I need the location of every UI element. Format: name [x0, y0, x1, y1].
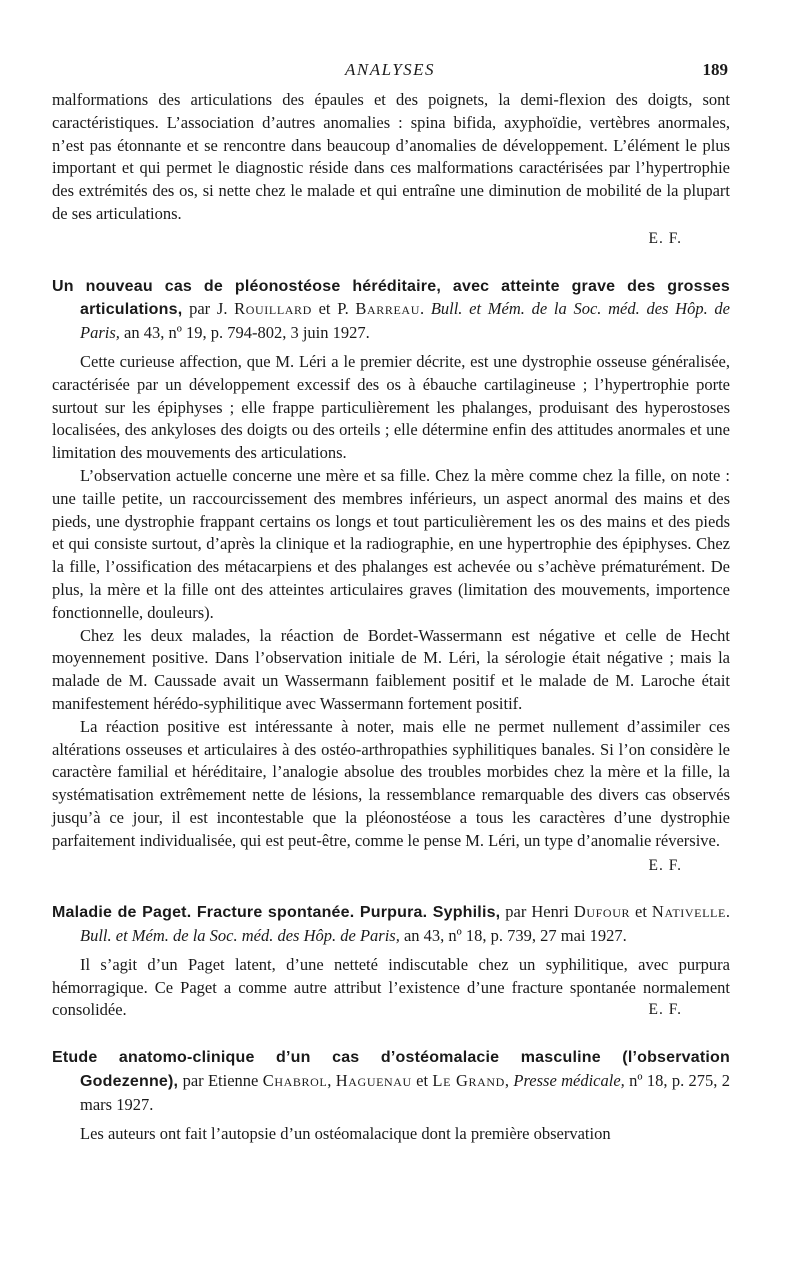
article-2-text: Il s’agit d’un Paget latent, d’une netteté indiscutable chez un syphilitique, avec purpura hémorragique. Ce Paget a comme autre attribut l’existence d’une fracture spontanée normalement consolidée. — [52, 954, 730, 1020]
text-column — [52, 89, 730, 1145]
article-3-and: et — [411, 1071, 433, 1091]
article-2-heading — [52, 901, 730, 948]
article-2-signature: E. F. — [648, 1001, 682, 1019]
article-1-title: Un nouveau cas de pléonostéose héréditaire, avec atteinte grave des grosses articulations, — [52, 277, 730, 319]
article-1-signature: E. F. — [648, 856, 682, 874]
article-3-comma: , — [327, 1071, 336, 1091]
article-3-author-3: Le Grand — [432, 1071, 505, 1091]
article-2-citation: an 43, nº 18, p. 739, 27 mai 1927. — [399, 926, 627, 946]
article-1-paragraph-3: Chez les deux malades, la réaction de Bordet-Wassermann est négative et celle de Hecht moyennement positive. Dans l’observation initiale de M. Léri, la sérologie était négative ; mais la malade de M. Caussade avait un Wassermann faiblement positif et le malade de M. Laroche était manifestement hérédo-syphilitique avec Wassermann fortement positif. — [52, 625, 730, 713]
article-1-heading — [52, 275, 730, 345]
article-1-paragraph-2: L’observation actuelle concerne une mère et sa fille. Chez la mère comme chez la fille, on note : une taille petite, un raccourcissement des membres inférieurs, un aspect anormal des mains et des pieds, une dystrophie frappant certains os longs et tout particulièrement les os des mains et des pieds et qui consiste surtout, d’après la clinique et la radiographie, en une hypertrophie des épiphyses. Chez la fille, l’ossification des métacarpiens et des phalanges est achevée ou s’achève prématurément. De plus, la mère et la fille ont des atteintes articulaires graves (limitation des mouvements, importence fonctionnelle, douleurs). — [52, 465, 730, 622]
page-number: 189 — [702, 60, 728, 79]
article-3-heading — [52, 1046, 730, 1116]
article-1-author-1: Rouillard — [234, 299, 312, 319]
article-3-by: par Etienne — [178, 1071, 263, 1091]
running-title: ANALYSES — [344, 60, 436, 79]
article-1-sep: . — [419, 299, 431, 319]
article-2-journal: Bull. et Mém. de la Soc. méd. des Hôp. de Paris, — [80, 926, 400, 946]
article-2-by: par Henri — [500, 902, 574, 922]
article-3-title: Etude anatomo-clinique d’un cas d’ostéomalacie masculine (l’observation Godezenne), — [52, 1049, 730, 1091]
article-2-title: Maladie de Paget. Fracture spontanée. Purpura. Syphilis, — [52, 904, 501, 922]
article-1-paragraph-4: La réaction positive est intéressante à noter, mais elle ne permet nullement d’assimiler ces altérations osseuses et articulaires à des ostéo-arthropathies syphilitiques banales. Si l’on considère le caractère familial et héréditaire, l’analogie absolue des troubles morbides chez la mère et la fille, la systématisation extrêmement nette de lésions, la ressemblance remarquable des divers cas observés jusqu’à ce jour, il est incontestable que la pléonostéose a tous les caractères d’une dystrophie parfaitement individualisée, qui est peut-être, comme le pense M. Léri, un type d’anomalie réversive. — [52, 716, 730, 850]
running-header — [52, 60, 728, 84]
article-1-paragraph-1: Cette curieuse affection, que M. Léri a le premier décrite, est une dystrophie osseuse généralisée, caractérisée par un développement excessif des os à ébauche cartilagineuse ; l’hypertrophie porte surtout sur les épiphyses ; elle frappe particulièrement les phalanges, produisant des hyperostoses localisées, des ankyloses des doigts ou des orteils ; elle détermine enfin des attitudes anormales et une limitation des mouvements des articulations. — [52, 351, 730, 463]
article-3-sep: , — [504, 1071, 514, 1091]
article-3-journal: Presse médicale, — [513, 1071, 625, 1091]
article-1-and: et P. — [311, 299, 356, 319]
article-1-by: par J. — [182, 299, 235, 319]
article-3-paragraph: Les auteurs ont fait l’autopsie d’un ostéomalacique dont la première observation — [80, 1123, 611, 1143]
article-3-citation: nº 18, p. 275, 2 mars 1927. — [80, 1071, 731, 1114]
article-2-author-1: Dufour — [573, 902, 631, 922]
review-signature: E. F. — [648, 229, 682, 247]
article-2-sep: . — [725, 902, 731, 922]
article-3-author-1: Chabrol — [262, 1071, 328, 1091]
article-2-and: et — [630, 902, 652, 922]
intro-paragraph: malformations des articulations des épaules et des poignets, la demi-flexion des doigts, sont caractéristiques. L’association d’autres anomalies : spina bifida, axyphoïdie, vertèbres anormales, n’est pas étonnante et se rencontre dans beaucoup d’anomalies de développement. L’élément le plus important et qui permet le diagnostic réside dans ces malformations caractérisées par l’hypertrophie des extrémités des os, si nette chez le malade et qui entraîne une diminution de mobilité de la plupart de ses articulations. — [52, 90, 730, 223]
article-2-author-2: Nativelle — [651, 902, 726, 922]
article-1-author-2: Barreau — [355, 299, 420, 319]
article-3-author-2: Haguenau — [335, 1071, 412, 1091]
article-1-citation: an 43, nº 19, p. 794-802, 3 juin 1927. — [119, 323, 370, 343]
article-1-journal: Bull. et Mém. de la Soc. méd. des Hôp. de Paris, — [80, 299, 730, 343]
article-2-paragraph — [52, 954, 730, 1022]
